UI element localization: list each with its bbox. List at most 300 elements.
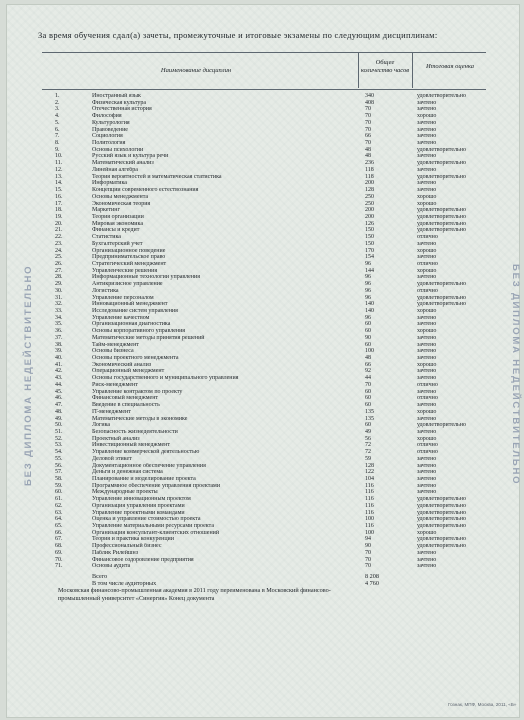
table-row	[42, 194, 486, 201]
grade-value: зачтено	[417, 462, 437, 469]
table-row	[42, 496, 486, 503]
hours-value: 66	[365, 361, 371, 368]
table-row	[42, 315, 486, 322]
hours-value: 66	[365, 133, 371, 140]
grade-value: зачтено	[417, 388, 437, 395]
table-row	[42, 281, 486, 288]
row-number: 15.	[55, 187, 63, 194]
grade-value: зачтено	[417, 475, 437, 482]
row-number: 8.	[55, 140, 60, 147]
grade-value: хорошо	[417, 529, 437, 536]
row-number: 6.	[55, 126, 60, 133]
totals-block	[42, 573, 486, 587]
row-number: 44.	[55, 381, 63, 388]
row-number: 31.	[55, 294, 63, 301]
grade-value: удовлетворительно	[417, 523, 466, 529]
grade-value: удовлетворительно	[417, 294, 466, 301]
row-number: 61.	[55, 496, 63, 503]
discipline-name: Планирование и моделирование проекта	[92, 475, 196, 482]
grade-value: удовлетворительно	[417, 536, 466, 543]
table-row	[42, 563, 486, 570]
table-row	[42, 503, 486, 510]
grade-value: зачтено	[417, 563, 437, 570]
hours-value: 200	[365, 180, 374, 187]
grade-value: зачтено	[417, 99, 437, 106]
discipline-name: Физическая культура	[92, 99, 147, 106]
discipline-name: Маркетинг	[92, 207, 120, 214]
discipline-name: Основы бизнеса	[92, 348, 134, 355]
hours-value: 126	[365, 220, 374, 227]
row-number: 20.	[55, 220, 63, 227]
table-row	[42, 261, 486, 268]
row-number: 14.	[55, 180, 63, 187]
grade-value: отлично	[417, 449, 438, 456]
discipline-name: Предпринимательское право	[92, 254, 166, 261]
hours-value: 150	[365, 234, 374, 241]
discipline-name: Управление материальными ресурсами проекта	[92, 523, 214, 529]
row-number: 70.	[55, 556, 63, 563]
table-row	[42, 416, 486, 423]
header-hours: Общее количество часов	[360, 59, 410, 74]
hours-value: 48	[365, 355, 371, 362]
row-number: 43.	[55, 375, 63, 382]
discipline-name: Управление контрактом по проекту	[92, 388, 183, 395]
hours-value: 92	[365, 368, 371, 375]
discipline-name: Теория организации	[92, 213, 144, 220]
table-row	[42, 335, 486, 342]
hours-value: 60	[365, 341, 371, 348]
hours-value: 48	[365, 153, 371, 160]
row-number: 45.	[55, 388, 63, 395]
table-row	[42, 288, 486, 295]
hours-value: 72	[365, 442, 371, 449]
row-number: 7.	[55, 133, 60, 140]
hours-value: 104	[365, 475, 374, 482]
hours-value: 96	[365, 314, 371, 321]
row-number: 22.	[55, 234, 63, 241]
grade-value: хорошо	[417, 267, 437, 274]
discipline-name: Культурология	[92, 119, 130, 126]
hours-value: 118	[365, 166, 374, 173]
grade-value: зачтено	[417, 106, 437, 113]
table-row	[42, 187, 486, 194]
grade-value: зачтено	[417, 489, 437, 496]
row-number: 62.	[55, 502, 63, 509]
table-row	[42, 241, 486, 248]
row-number: 29.	[55, 281, 63, 288]
table-row	[42, 523, 486, 530]
grade-value: зачтено	[417, 274, 437, 281]
grade-value: зачтено	[417, 180, 437, 187]
row-number: 47.	[55, 402, 63, 409]
row-number: 40.	[55, 355, 63, 362]
row-number: 56.	[55, 462, 63, 469]
table-row	[42, 449, 486, 456]
row-number: 66.	[55, 529, 63, 536]
table-row	[42, 248, 486, 255]
discipline-name: Экономическая теория	[92, 200, 151, 207]
discipline-name: Логистика	[92, 287, 119, 294]
discipline-name: Основы аудита	[92, 563, 131, 570]
table-row	[42, 422, 486, 429]
table-row	[42, 389, 486, 396]
discipline-name: Управление проектными командами	[92, 509, 185, 516]
hours-value: 70	[365, 119, 371, 126]
discipline-name: Управление качеством	[92, 314, 150, 321]
hours-value: 135	[365, 408, 374, 415]
row-number: 21.	[55, 227, 63, 234]
table-row	[42, 274, 486, 281]
table-row	[42, 140, 486, 147]
discipline-name: Информатика	[92, 180, 127, 187]
discipline-name: Концепции современного естествознания	[92, 187, 199, 194]
table-row	[42, 382, 486, 389]
hours-value: 70	[365, 113, 371, 120]
table-header	[42, 52, 486, 90]
grade-value: зачтено	[417, 348, 437, 355]
hours-value: 150	[365, 227, 374, 234]
hours-value: 144	[365, 267, 374, 274]
row-number: 55.	[55, 455, 63, 462]
table-row	[42, 456, 486, 463]
hours-value: 90	[365, 543, 371, 550]
hours-value: 96	[365, 294, 371, 301]
table-row	[42, 516, 486, 523]
row-number: 10.	[55, 153, 63, 160]
row-number: 23.	[55, 240, 63, 247]
discipline-name: IT-менеджмент	[92, 408, 131, 415]
row-number: 67.	[55, 536, 63, 543]
grade-value: хорошо	[417, 408, 437, 415]
hours-value: 128	[365, 462, 374, 469]
rename-note: Московская финансово-промышленная академия в 2011 году переименована в Московский финансово-промышленный университет «Синергия» Конец документа	[58, 587, 331, 602]
table-row	[42, 402, 486, 409]
row-number: 32.	[55, 301, 63, 308]
grade-value: хорошо	[417, 361, 437, 368]
discipline-name: Безопасность жизнедеятельности	[92, 428, 178, 435]
table-row	[42, 395, 486, 402]
table-row	[42, 536, 486, 543]
discipline-name: Проектный анализ	[92, 435, 140, 442]
hours-value: 70	[365, 563, 371, 570]
table-row	[42, 543, 486, 550]
table-row	[42, 550, 486, 557]
discipline-name: Организация консультант-клиентских отношений	[92, 529, 220, 536]
discipline-name: Математические методы в экономике	[92, 415, 188, 422]
discipline-name: Социология	[92, 133, 123, 140]
grade-value: зачтено	[417, 126, 437, 133]
table-row	[42, 268, 486, 275]
discipline-name: Управленческие решения	[92, 267, 158, 274]
side-watermark-left: БЕЗ ДИПЛОМА НЕДЕЙСТВИТЕЛЬНО	[23, 264, 34, 486]
discipline-name: Организационное поведение	[92, 247, 166, 254]
table-row	[42, 120, 486, 127]
grade-value: удовлетворительно	[417, 281, 466, 288]
discipline-name: Логика	[92, 422, 111, 429]
table-row	[42, 214, 486, 221]
discipline-name: Бухгалтерский учет	[92, 240, 143, 247]
hours-value: 122	[365, 469, 374, 476]
row-number: 9.	[55, 146, 60, 153]
hours-value: 116	[365, 509, 374, 516]
row-number: 16.	[55, 193, 63, 200]
hours-value: 96	[365, 281, 371, 288]
hours-value: 128	[365, 187, 374, 194]
grade-value: удовлетворительно	[417, 227, 466, 234]
discipline-name: Введение в специальность	[92, 402, 160, 409]
discipline-name: Основы психологии	[92, 146, 144, 153]
grade-value: зачтено	[417, 341, 437, 348]
table-row	[42, 436, 486, 443]
table-row	[42, 442, 486, 449]
table-row	[42, 113, 486, 120]
hours-value: 70	[365, 381, 371, 388]
row-number: 28.	[55, 274, 63, 281]
header-divider	[412, 52, 413, 88]
table-row	[42, 469, 486, 476]
row-number: 71.	[55, 563, 63, 570]
grade-value: хорошо	[417, 308, 437, 314]
grade-value: зачтено	[417, 402, 437, 409]
table-row	[42, 93, 486, 100]
hours-value: 116	[365, 489, 374, 496]
row-number: 42.	[55, 368, 63, 375]
row-number: 27.	[55, 267, 63, 274]
discipline-name: Тайм-менеджмент	[92, 341, 139, 348]
hours-value: 60	[365, 395, 371, 402]
row-number: 18.	[55, 207, 63, 214]
hours-value: 48	[365, 146, 371, 153]
grade-value: удовлетворительно	[417, 496, 466, 503]
grade-value: зачтено	[417, 455, 437, 462]
row-number: 60.	[55, 489, 63, 496]
total-label: Всего	[92, 573, 108, 580]
table-row	[42, 301, 486, 308]
grade-value: зачтено	[417, 321, 437, 328]
table-row	[42, 106, 486, 113]
discipline-name: Основы государственного и муниципального управления	[92, 375, 239, 382]
table-row	[42, 153, 486, 160]
discipline-name: Экономический анализ	[92, 361, 152, 368]
table-row	[42, 180, 486, 187]
row-number: 34.	[55, 314, 63, 321]
grade-value: зачтено	[417, 314, 437, 321]
row-number: 48.	[55, 408, 63, 415]
row-number: 68.	[55, 543, 63, 550]
hours-value: 116	[365, 523, 374, 529]
table-row	[42, 147, 486, 154]
grade-value: хорошо	[417, 247, 437, 254]
hours-value: 200	[365, 213, 374, 220]
hours-value: 118	[365, 173, 374, 180]
grade-value: отлично	[417, 234, 438, 241]
table-row	[42, 100, 486, 107]
grade-value: удовлетворительно	[417, 160, 466, 167]
grade-value: зачтено	[417, 166, 437, 173]
table-row	[42, 463, 486, 470]
grade-value: хорошо	[417, 193, 437, 200]
row-number: 50.	[55, 422, 63, 429]
hours-value: 100	[365, 516, 374, 523]
hours-value: 56	[365, 435, 371, 442]
hours-value: 59	[365, 455, 371, 462]
hours-value: 94	[365, 536, 371, 543]
hours-value: 150	[365, 240, 374, 247]
discipline-name: Стратегический менеджмент	[92, 260, 167, 267]
grade-value: зачтено	[417, 368, 437, 375]
row-number: 49.	[55, 415, 63, 422]
table-row	[42, 348, 486, 355]
row-number: 1.	[55, 93, 60, 99]
grade-value: хорошо	[417, 200, 437, 207]
grade-value: удовлетворительно	[417, 173, 466, 180]
grade-value: хорошо	[417, 435, 437, 442]
table-row	[42, 368, 486, 375]
row-number: 36.	[55, 328, 63, 335]
row-number: 30.	[55, 287, 63, 294]
hours-value: 70	[365, 126, 371, 133]
row-number: 52.	[55, 435, 63, 442]
row-number: 59.	[55, 482, 63, 489]
grade-value: зачтено	[417, 254, 437, 261]
grade-value: зачтено	[417, 428, 437, 435]
row-number: 64.	[55, 516, 63, 523]
discipline-name: Деловой этикет	[92, 455, 132, 462]
grade-value: зачтено	[417, 556, 437, 563]
header-divider	[358, 52, 359, 88]
hours-value: 154	[365, 254, 374, 261]
row-number: 54.	[55, 449, 63, 456]
discipline-name: Отечественная история	[92, 106, 152, 113]
discipline-name: Инвестиционный менеджмент	[92, 442, 170, 449]
discipline-name: Паблик Рилейшнз	[92, 549, 139, 556]
discipline-name: Деньги и денежная система	[92, 469, 163, 476]
discipline-name: Финансовый менеджмент	[92, 395, 159, 402]
row-number: 35.	[55, 321, 63, 328]
discipline-name: Теория вероятностей и математическая статистика	[92, 173, 222, 180]
auditory-label: В том числе аудиторных	[92, 580, 157, 587]
table-row	[42, 530, 486, 537]
printer-imprint: Гознак, МПФ, Москва, 2011, «Б»	[448, 702, 517, 707]
grade-value: отлично	[417, 395, 438, 402]
total-value: 8 208	[365, 573, 379, 580]
discipline-name: Управление персоналом	[92, 294, 154, 301]
grade-value: удовлетворительно	[417, 146, 466, 153]
grade-value: отлично	[417, 442, 438, 449]
grade-value: зачтено	[417, 415, 437, 422]
row-number: 13.	[55, 173, 63, 180]
row-number: 58.	[55, 475, 63, 482]
grade-value: зачтено	[417, 187, 437, 194]
row-number: 38.	[55, 341, 63, 348]
table-row	[42, 321, 486, 328]
intro-text: За время обучения сдал(а) зачеты, промежуточные и итоговые экзамены по следующим дисциплинам:	[38, 30, 438, 40]
row-number: 33.	[55, 308, 63, 314]
grade-value: зачтено	[417, 153, 437, 160]
hours-value: 70	[365, 549, 371, 556]
row-number: 2.	[55, 99, 60, 106]
hours-value: 140	[365, 308, 374, 314]
hours-value: 44	[365, 375, 371, 382]
row-number: 19.	[55, 213, 63, 220]
discipline-name: Финансовое оздоровление предприятия	[92, 556, 194, 563]
discipline-name: Профессиональный бизнес	[92, 543, 162, 550]
grade-value: хорошо	[417, 328, 437, 335]
discipline-name: Международные проекты	[92, 489, 158, 496]
table-row	[42, 221, 486, 228]
table-row	[42, 489, 486, 496]
row-number: 5.	[55, 119, 60, 126]
row-number: 69.	[55, 549, 63, 556]
hours-value: 116	[365, 482, 374, 489]
row-number: 63.	[55, 509, 63, 516]
hours-value: 96	[365, 274, 371, 281]
grade-value: зачтено	[417, 140, 437, 147]
side-watermark-right: БЕЗ ДИПЛОМА НЕДЕЙСТВИТЕЛЬНО	[510, 264, 521, 486]
grade-value: зачтено	[417, 469, 437, 476]
table-row	[42, 375, 486, 382]
table-row	[42, 328, 486, 335]
row-number: 26.	[55, 260, 63, 267]
hours-value: 200	[365, 207, 374, 214]
table-row	[42, 254, 486, 261]
discipline-name: Организация управления проектами	[92, 502, 185, 509]
row-number: 65.	[55, 523, 63, 529]
discipline-name: Основы корпоративного управления	[92, 328, 186, 335]
table-row	[42, 201, 486, 208]
grade-value: хорошо	[417, 113, 437, 120]
grade-value: удовлетворительно	[417, 207, 466, 214]
hours-value: 72	[365, 449, 371, 456]
table-row	[42, 355, 486, 362]
row-number: 17.	[55, 200, 63, 207]
discipline-name: Оценка и управление стоимостью проекта	[92, 516, 201, 523]
grade-value: зачтено	[417, 549, 437, 556]
grade-value: зачтено	[417, 240, 437, 247]
hours-value: 70	[365, 140, 371, 147]
discipline-name: Управление инновационным проектом	[92, 496, 191, 503]
hours-value: 250	[365, 200, 374, 207]
hours-value: 408	[365, 99, 374, 106]
table-row	[42, 476, 486, 483]
grade-value: удовлетворительно	[417, 422, 466, 429]
discipline-name: Философия	[92, 113, 122, 120]
hours-value: 340	[365, 93, 374, 99]
hours-value: 90	[365, 334, 371, 341]
row-number: 11.	[55, 160, 63, 167]
hours-value: 60	[365, 328, 371, 335]
row-number: 4.	[55, 113, 60, 120]
grade-value: зачтено	[417, 334, 437, 341]
grade-value: зачтено	[417, 119, 437, 126]
discipline-name: Документационное обеспечение управления	[92, 462, 206, 469]
discipline-name: Иностранный язык	[92, 93, 141, 99]
discipline-name: Финансы и кредит	[92, 227, 140, 234]
table-row	[42, 342, 486, 349]
row-number: 46.	[55, 395, 63, 402]
table-row	[42, 227, 486, 234]
hours-value: 140	[365, 301, 374, 308]
table-row	[42, 308, 486, 315]
hours-value: 236	[365, 160, 374, 167]
table-row	[42, 362, 486, 369]
discipline-name: Операционный менеджмент	[92, 368, 165, 375]
table-row	[42, 207, 486, 214]
table-row	[42, 160, 486, 167]
hours-value: 135	[365, 415, 374, 422]
discipline-name: Антикризисное управление	[92, 281, 163, 288]
grade-value: удовлетворительно	[417, 301, 466, 308]
